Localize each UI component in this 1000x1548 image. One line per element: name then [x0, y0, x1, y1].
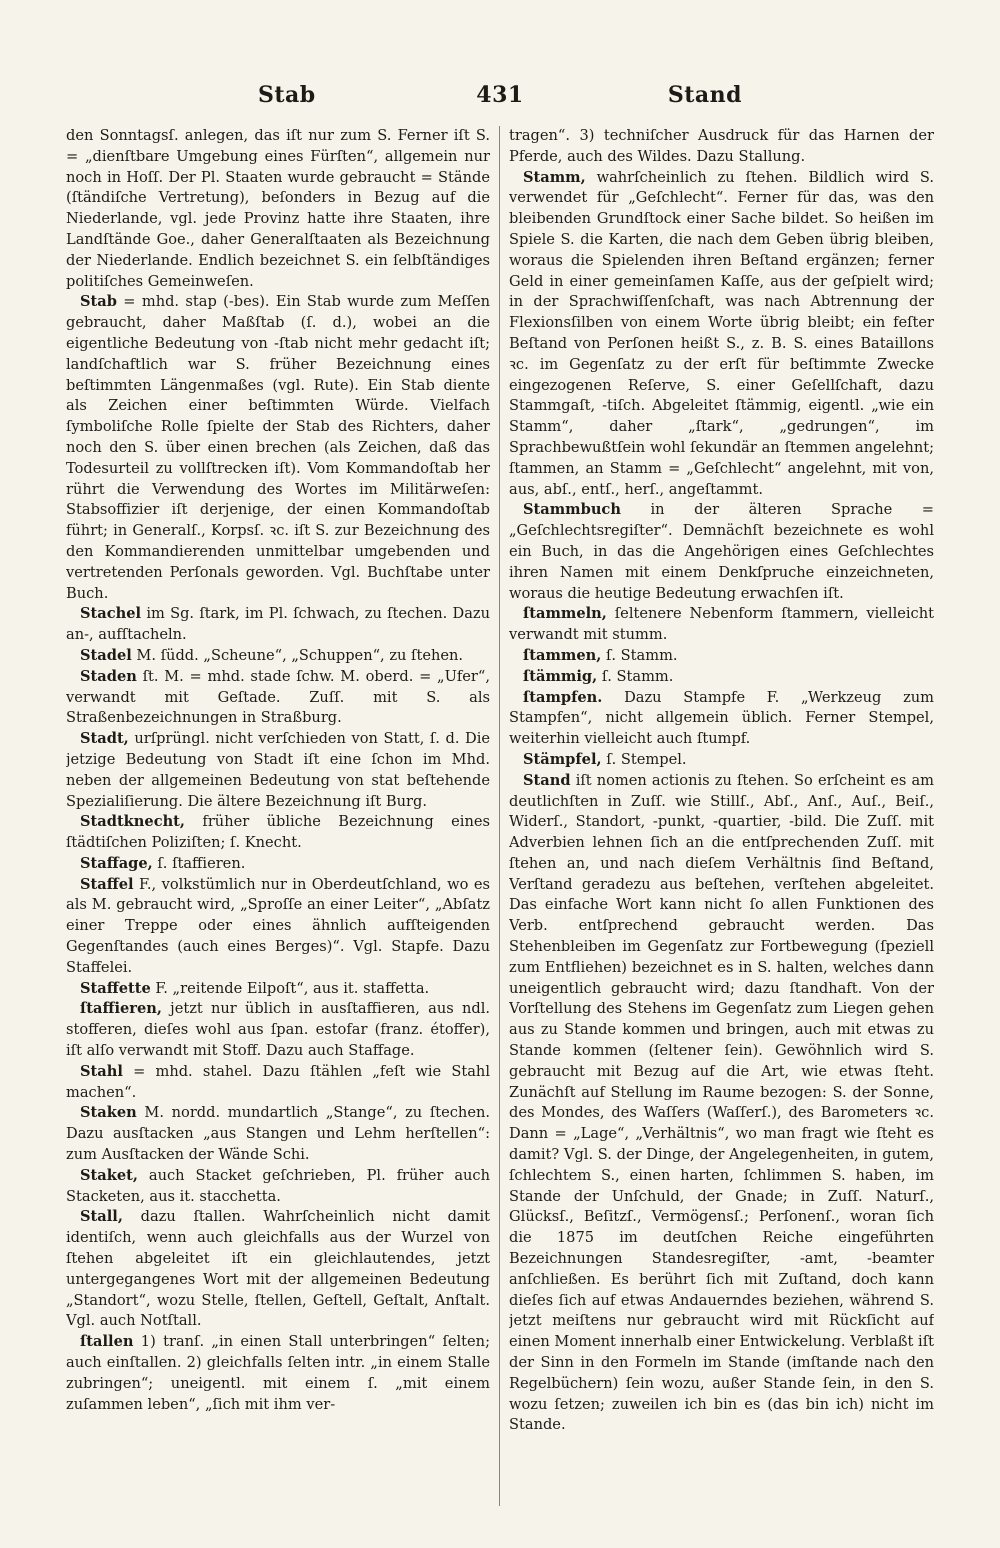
entry-text: F. „reitende Eilpoſt“, aus it. staffetta.	[155, 979, 430, 997]
entry-text: in der älteren Sprache = „Geſchlechtsregiſter“. Demnächſt bezeichnete es wohl ein Buch, in das die Angehörigen eines Geſchlechtes ihren Namen mit einem Denkſpruche einzeichneten, woraus die heutige Bedeutung erwachſen iſt.	[509, 501, 934, 602]
entry-text: dazu ſtallen. Wahrſcheinlich nicht damit identiſch, wenn auch gleichfalls aus der Wurzel von ſtehen abgeleitet iſt ein gleichlautendes, jetzt untergegangenes Wort mit der allgemeinen Bedeutung „Standort“, wozu Stelle, ſtellen, Geſtell, Geſtalt, Anſtalt. Vgl. auch Notſtall.	[66, 1208, 490, 1330]
entry-continuation	[509, 126, 934, 168]
dictionary-entry	[66, 999, 490, 1061]
entry-headword: Staffel	[80, 875, 134, 893]
dictionary-entry	[509, 500, 934, 604]
dictionary-entry	[66, 729, 490, 812]
header-right-keyword: Stand	[667, 82, 742, 108]
header-left-keyword: Stab	[258, 82, 316, 108]
entry-headword: Stammbuch	[523, 501, 621, 519]
entry-headword: Staffette	[80, 979, 151, 997]
entry-headword: ſtammeln,	[523, 605, 607, 623]
dictionary-entry	[66, 1062, 490, 1104]
entry-headword: ſtampfen.	[523, 688, 603, 706]
entry-text: M. nordd. mundartlich „Stange“, zu ſtechen. Dazu ausſtacken „aus Stangen und Lehm herſtellen“: zum Ausſtacken der Wände Schi.	[66, 1104, 490, 1164]
entry-text: F., volkstümlich nur in Oberdeutſchland, wo es als M. gebraucht wird, „Sproſſe an einer Leiter“, „Abſatz einer Treppe oder eines ähnlich aufſteigenden Gegenſtandes (auch eines Berges)“. Vgl. Stapfe. Dazu Staffelei.	[66, 875, 490, 976]
entry-text: im Sg. ſtark, im Pl. ſchwach, zu ſtechen. Dazu an-, aufſtacheln.	[66, 605, 490, 644]
entry-headword: Staden	[80, 667, 137, 685]
entry-text: früher übliche Bezeichnung eines ſtädtiſchen Poliziſten; ſ. Knecht.	[66, 813, 490, 852]
entry-text: ſ. Stamm.	[605, 646, 678, 664]
entry-text: auch Stacket geſchrieben, Pl. früher auch Stacketen, aus it. stacchetta.	[66, 1166, 490, 1205]
entry-text: den Sonntagsſ. anlegen, das iſt nur zum S. Ferner iſt S. = „dienſtbare Umgebung eines Fürſten“, allgemein nur noch in Hoſſ. Der Pl. Staaten wurde gebraucht = Stände (ſtändiſche Vertretung), beſonders in Bezug auf die Niederlande, vgl. jede Provinz hatte ihre Staaten, ihre Landſtände Goe., daher Generalſtaaten als Bezeichnung der Niederlande. Endlich bezeichnet S. ein ſelbſtändiges politiſches Gemeinweſen.	[66, 127, 490, 290]
entry-text: M. ſüdd. „Scheune“, „Schuppen“, zu ſtehen.	[136, 646, 464, 664]
column-divider	[499, 126, 500, 1506]
entry-headword: Stadt,	[80, 730, 129, 748]
dictionary-entry	[66, 875, 490, 979]
dictionary-entry	[66, 1332, 490, 1415]
dictionary-entry	[66, 646, 490, 667]
entry-text: = mhd. stap (-bes). Ein Stab wurde zum Meſſen gebraucht, daher Maßſtab (ſ. d.), wobei an die eigentliche Bedeutung von -ſtab nicht mehr gedacht iſt; landſchaftlich war S. früher Bezeichnung eines beſtimmten Längenmaßes (vgl. Rute). Ein Stab diente als Zeichen einer beſtimmten Würde. Vielfach ſymboliſche Rolle ſpielte der Stab des Richters, daher noch den S. über einen brechen (als Zeichen, daß das Todesurteil zu vollſtrecken iſt). Vom Kommandoſtab her rührt die Verwendung des Wortes im Militärweſen: Stabsoffizier iſt derjenige, der einen Kommandoſtab führt; in Generalſ., Korpsſ. ꝛc. iſt S. zur Bezeichnung des den Kommandierenden unmittelbar umgebenden und vertretenden Perſonals geworden. Vgl. Buchſtabe unter Buch.	[66, 293, 490, 602]
left-column	[66, 126, 490, 1506]
dictionary-entry	[509, 646, 934, 667]
dictionary-entry	[66, 812, 490, 854]
dictionary-entry	[509, 750, 934, 771]
entry-headword: Stadel	[80, 646, 132, 664]
entry-text: ſ. ſtaffieren.	[157, 854, 246, 872]
running-header	[68, 82, 932, 116]
entry-headword: Staffage,	[80, 854, 153, 872]
right-column	[509, 126, 934, 1506]
entry-text: Dazu Stampfe F. „Werkzeug zum Stampfen“, nicht allgemein üblich. Ferner Stempel, weiterhin vielleicht auch ſtumpf.	[509, 688, 934, 748]
entry-headword: Stab	[80, 293, 117, 311]
dictionary-entry	[66, 1166, 490, 1208]
entry-headword: ſtammen,	[523, 646, 602, 664]
dictionary-entry	[509, 168, 934, 501]
dictionary-entry	[66, 604, 490, 646]
entry-text: ſeltenere Nebenform ſtammern, vielleicht verwandt mit stumm.	[509, 605, 934, 644]
entry-headword: Staket,	[80, 1166, 138, 1184]
entry-text: ſ. Stempel.	[606, 750, 687, 768]
entry-text: ſt. M. = mhd. stade ſchw. M. oberd. = „Ufer“, verwandt mit Geſtade. Zuſſ. mit S. als Straßenbezeichnungen in Straßburg.	[66, 667, 490, 727]
entry-headword: Stachel	[80, 605, 142, 623]
dictionary-entry	[509, 667, 934, 688]
dictionary-entry	[509, 688, 934, 750]
entry-continuation	[66, 126, 490, 292]
entry-headword: Stämpfel,	[523, 750, 602, 768]
dictionary-entry	[66, 854, 490, 875]
entry-text: tragen“. 3) techniſcher Ausdruck für das Harnen der Pferde, auch des Wildes. Dazu Stallung.	[509, 127, 934, 165]
dictionary-entry	[509, 771, 934, 1437]
entry-text: ſ. Stamm.	[601, 667, 674, 685]
entry-headword: Staken	[80, 1104, 137, 1122]
dictionary-entry	[66, 667, 490, 729]
entry-headword: ſtämmig,	[523, 667, 598, 685]
entry-headword: ſtallen	[80, 1333, 134, 1351]
dictionary-entry	[66, 979, 490, 1000]
page-number: 431	[476, 82, 524, 108]
entry-text: iſt nomen actionis zu ſtehen. So erſcheint es am deutlichſten in Zuſſ. wie Stillſ., Abſ., Anſ., Auſ., Beiſ., Widerſ., Standort, -punkt, -quartier, -bild. Die Zuſſ. mit Adverbien lehnen ſich an die entſprechenden Zuſſ. mit ſtehen an, und nach dieſem Verhältnis ſind Beſtand, Verſtand geradezu aus beſtehen, verſtehen abgeleitet. Das einfache Wort kann nicht ſo allen Funktionen des Verb. entſprechend gebraucht werden. Das Stehenbleiben im Gegenſatz zur Fortbewegung (ſpeziell zum Entfliehen) bezeichnet es in S. halten, welches dann uneigentlich gebraucht wird; dazu ſtandhaft. Von der Vorſtellung des Stehens im Gegenſatz zum Liegen gehen aus zu Stande kommen und bringen, auch mit etwas zu Stande kommen (ſeltener ſein). Gewöhnlich wird S. gebraucht mit Bezug auf die Art, wie etwas ſteht. Zunächſt auf Stellung im Raume bezogen: S. der Sonne, des Mondes, des Waſſers (Waſſerſ.), des Barometers ꝛc. Dann = „Lage“, „Verhältnis“, wo man fragt wie ſteht es damit? Vgl. S. der Dinge, der Angelegenheiten, in gutem, ſchlechtem S., einen harten, ſchlimmen S. haben, im Stande der Unſchuld, der Gnade; in Zuſſ. Naturſ., Glücksſ., Beſitzſ., Vermögensſ.; Perſonenſ., woran ſich die 1875 im deutſchen Reiche eingeführten Bezeichnungen Standesregiſter, -amt, -beamter anſchließen. Es berührt ſich mit Zuſtand, doch kann dieſes ſich auf etwas Andauerndes beziehen, während S. jetzt meiſtens nur gebraucht wird mit Rückſicht auf einen Moment innerhalb einer Entwickelung. Verblaßt iſt der Sinn in den Formeln im Stande (imſtande nach den Regelbüchern) ſein wozu, außer Stande ſein, in den S. wozu ſetzen; zuweilen ich bin es (das bin ich) nicht im Stande.	[509, 771, 934, 1434]
entry-headword: Stand	[523, 771, 571, 789]
entry-text: = mhd. stahel. Dazu ſtählen „feſt wie Stahl machen“.	[66, 1062, 490, 1101]
dictionary-entry	[509, 604, 934, 646]
entry-text: urſprüngl. nicht verſchieden von Statt, ſ. d. Die jetzige Bedeutung von Stadt iſt eine ſchon im Mhd. neben der allgemeinen Bedeutung von stat beſtehende Spezialiſierung. Die ältere Bezeichnung iſt Burg.	[66, 730, 490, 810]
entry-text: 1) tranſ. „in einen Stall unterbringen“ ſelten; auch einſtallen. 2) gleichfalls ſelten intr. „in einem Stalle zubringen“; uneigentl. mit einem ſ. „mit einem zuſammen leben“, „ſich mit ihm ver-	[66, 1333, 490, 1413]
dictionary-entry	[66, 292, 490, 604]
entry-headword: Stall,	[80, 1208, 123, 1226]
entry-headword: Stahl	[80, 1062, 123, 1080]
entry-text: jetzt nur üblich in ausſtaffieren, aus ndl. stofferen, dieſes wohl aus ſpan. estofar (franz. étoffer), iſt alſo verwandt mit Stoff. Dazu auch Staffage.	[66, 1000, 490, 1060]
entry-headword: ſtaffieren,	[80, 1000, 162, 1018]
entry-text: wahrſcheinlich zu ſtehen. Bildlich wird S. verwendet für „Geſchlecht“. Ferner für das, was den bleibenden Grundſtock einer Sache bildet. So heißen im Spiele S. die Karten, die nach dem Geben übrig bleiben, woraus die Spielenden ihren Beſtand ergänzen; ferner Geld in einer gemeinſamen Kaſſe, aus der geſpielt wird; in der Sprachwiſſenſchaft, was nach Abtrennung der Flexionsſilben von einem Worte übrig bleibt; ein feſter Beſtand von Perſonen heißt S., z. B. S. eines Bataillons ꝛc. im Gegenſatz zu der erſt für beſtimmte Zwecke eingezogenen Reſerve, S. einer Geſellſchaft, dazu Stammgaſt, -tiſch. Abgeleitet ſtämmig, eigentl. „wie ein Stamm“, daher „ſtark“, „gedrungen“, im Sprachbewußtſein wohl ſekundär an ſtemmen angelehnt; ſtammen, an Stamm = „Geſchlecht“ angelehnt, mit von, aus, abſ., entſ., herſ., angeſtammt.	[509, 168, 934, 498]
entry-headword: Stadtknecht,	[80, 813, 186, 831]
entry-headword: Stamm,	[523, 168, 586, 186]
dictionary-entry	[66, 1103, 490, 1165]
dictionary-entry	[66, 1207, 490, 1332]
